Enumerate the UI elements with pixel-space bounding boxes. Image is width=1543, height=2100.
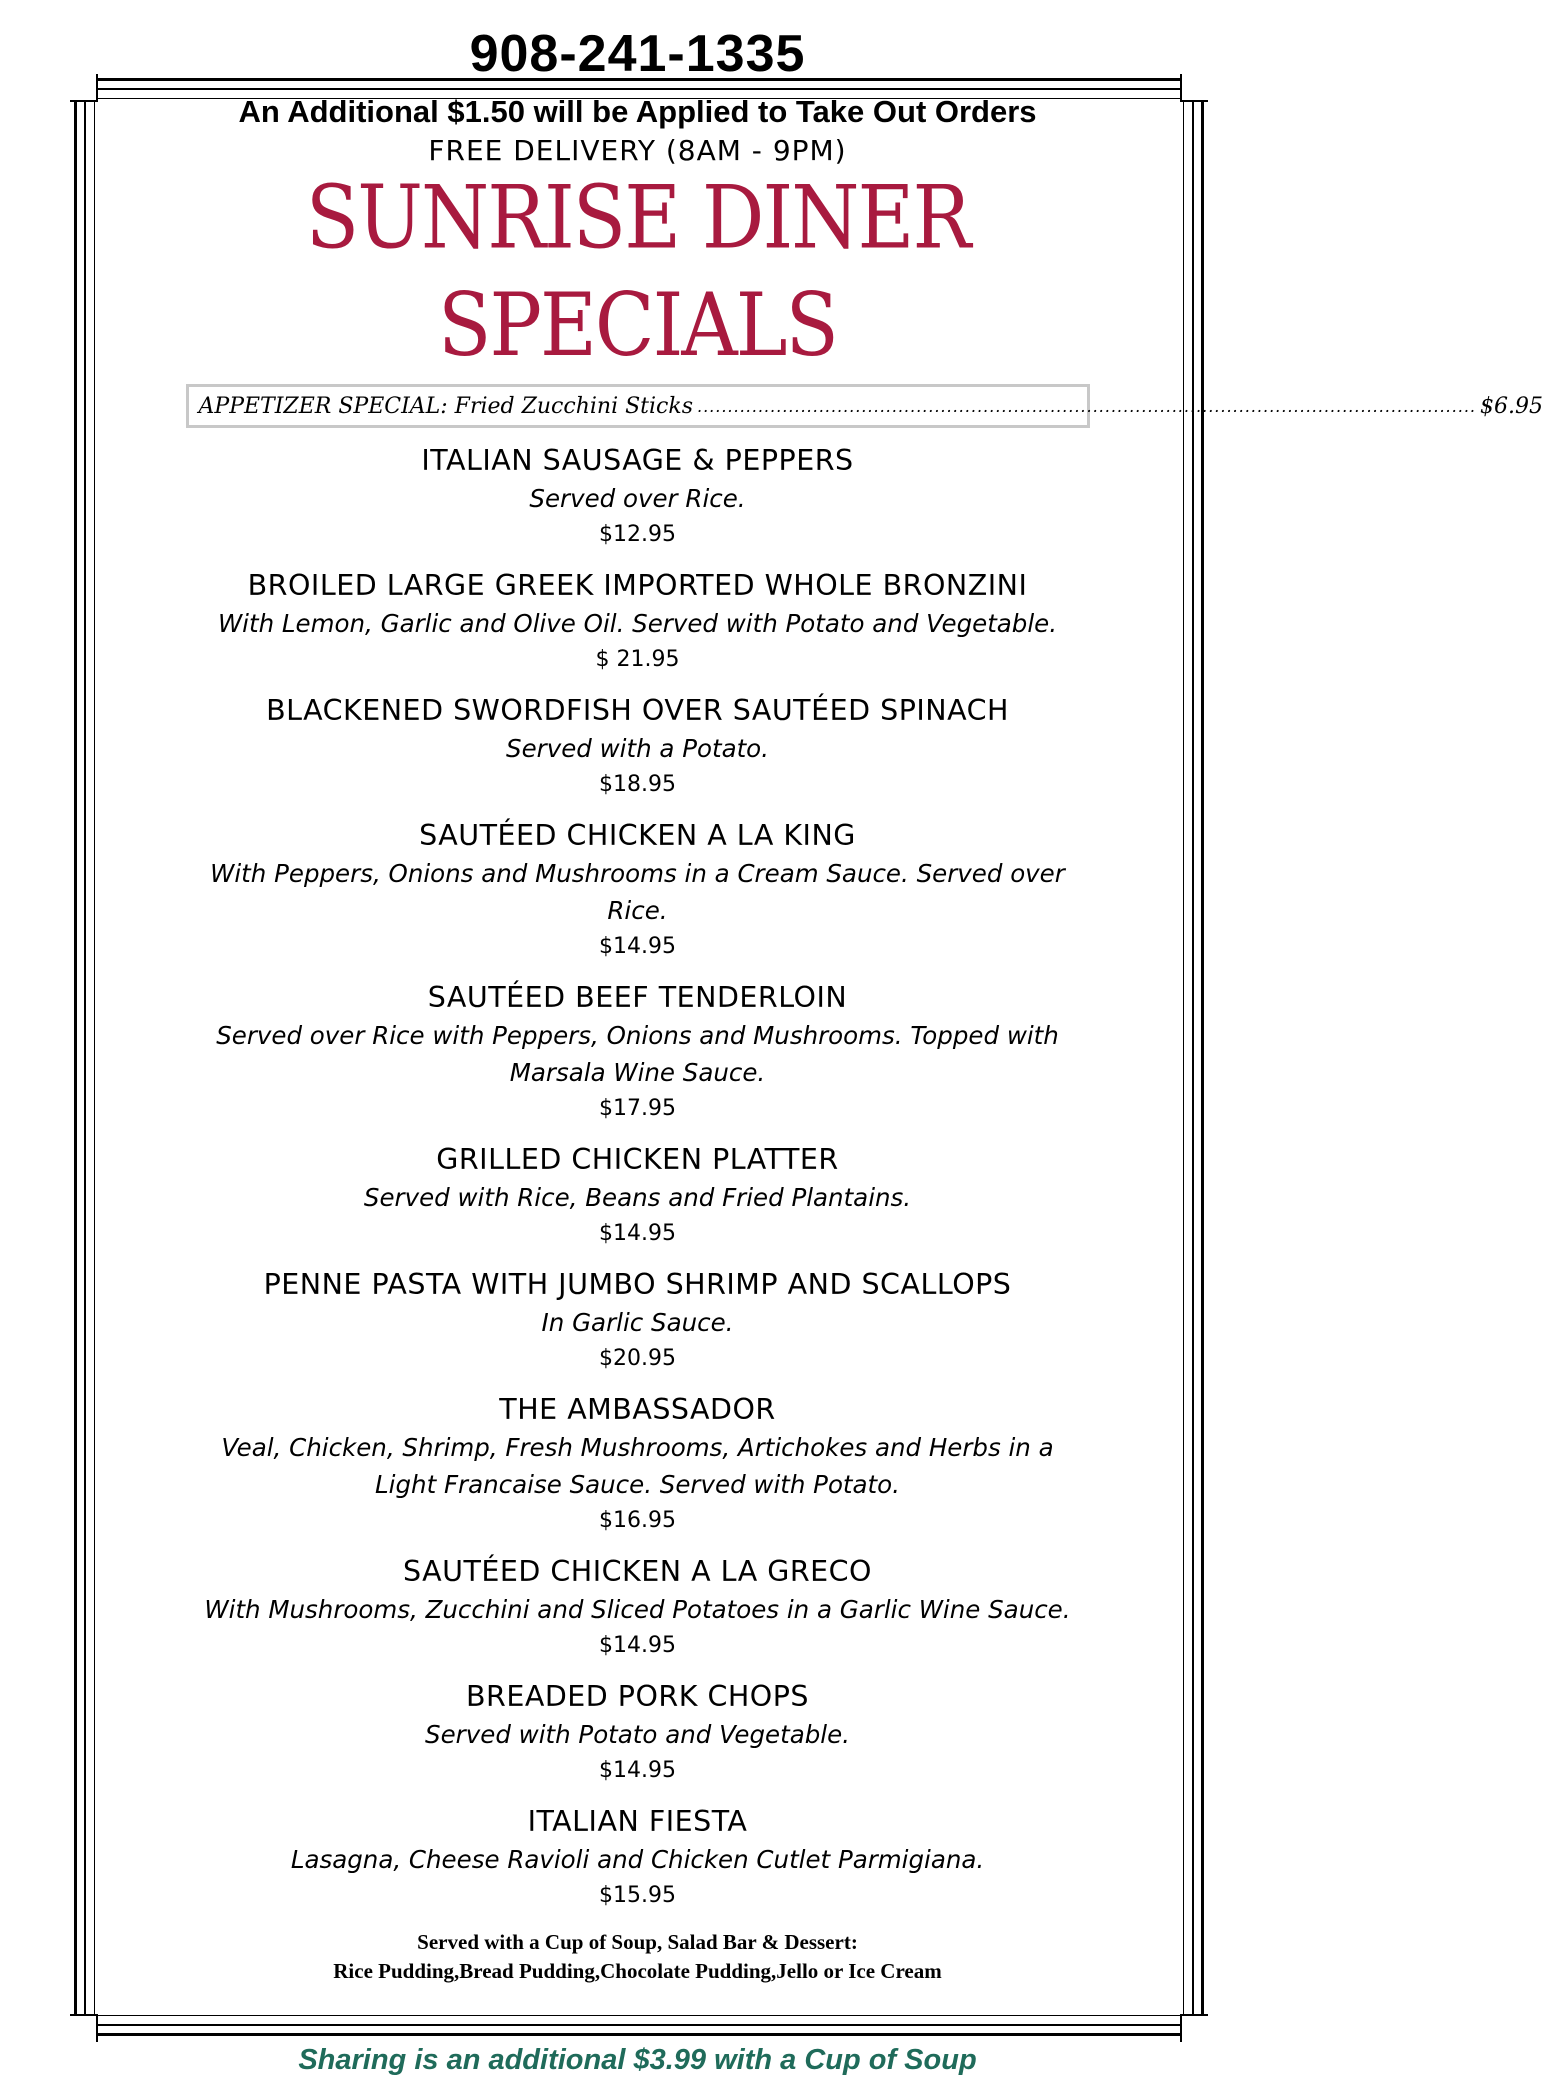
menu-item-name: PENNE PASTA WITH JUMBO SHRIMP AND SCALLOPS [263, 1268, 1012, 1301]
menu-item-description: With Lemon, Garlic and Olive Oil. Served with Potato and Vegetable. [217, 609, 1058, 638]
menu-item-name: SAUTÉED BEEF TENDERLOIN [427, 981, 848, 1014]
menu-item-price: $14.95 [599, 1221, 676, 1246]
frame-corner-notch [70, 74, 98, 102]
menu-item-name: ITALIAN FIESTA [527, 1805, 748, 1838]
frame-corner-notch [70, 2014, 98, 2042]
menu-item-description: Served over Rice with Peppers, Onions and Mushrooms. Topped with Marsala Wine Sauce. [216, 1021, 1059, 1087]
menu-item [100, 1391, 1175, 1539]
menu-content [100, 90, 1543, 1986]
menu-item-name: THE AMBASSADOR [499, 1393, 776, 1426]
menu-item-price: $17.95 [599, 1096, 676, 1121]
menu-item-name: SAUTÉED CHICKEN A LA KING [419, 819, 856, 852]
served-with-line-2: Rice Pudding,Bread Pudding,Chocolate Pudding,Jello or Ice Cream [333, 1959, 942, 1983]
appetizer-special-box [186, 384, 1543, 428]
menu-item [100, 1266, 1175, 1377]
menu-item-description: In Garlic Sauce. [541, 1308, 734, 1337]
menu-item-description: Served with Potato and Vegetable. [425, 1720, 850, 1749]
menu-item [100, 1803, 1175, 1914]
menu-item [100, 1678, 1175, 1789]
menu-item-price: $12.95 [599, 522, 676, 547]
menu-item-description: Served with Rice, Beans and Fried Plantains. [363, 1183, 912, 1212]
frame-corner-notch [1180, 2014, 1208, 2042]
delivery-notice: FREE DELIVERY (8AM - 9PM) [428, 134, 847, 167]
menu-item-price: $14.95 [599, 934, 676, 959]
menu-item [100, 1553, 1175, 1664]
menu-item-name: BROILED LARGE GREEK IMPORTED WHOLE BRONZINI [247, 569, 1028, 602]
menu-item-description: Served with a Potato. [506, 734, 769, 763]
menu-item [100, 1141, 1175, 1252]
menu-item-name: BREADED PORK CHOPS [465, 1680, 810, 1713]
menu-item-name: SAUTÉED CHICKEN A LA GRECO [403, 1555, 872, 1588]
appetizer-price: $6.95 [1479, 393, 1543, 419]
menu-item-price: $ 21.95 [595, 647, 680, 672]
menu-item-price: $18.95 [599, 772, 676, 797]
takeout-notice: An Additional $1.50 will be Applied to Take Out Orders [238, 94, 1037, 129]
menu-item [100, 692, 1175, 803]
menu-item-description: Veal, Chicken, Shrimp, Fresh Mushrooms, Artichokes and Herbs in a Light Francaise Sauce. Served with Potato. [221, 1433, 1054, 1499]
menu-item-price: $14.95 [599, 1758, 676, 1783]
menu-item-description: Served over Rice. [529, 484, 746, 513]
menu-item-description: Lasagna, Cheese Ravioli and Chicken Cutlet Parmigiana. [290, 1845, 985, 1874]
menu-item [100, 817, 1175, 965]
sharing-note: Sharing is an additional $3.99 with a Cup of Soup [298, 2044, 977, 2076]
served-with-line-1: Served with a Cup of Soup, Salad Bar & Dessert: [417, 1930, 858, 1954]
phone-number: 908-241-1335 [469, 25, 806, 83]
menu-item [100, 979, 1175, 1127]
leader-dots: ................................................................................................................................ [696, 396, 1476, 416]
menu-item-description: With Mushrooms, Zucchini and Sliced Potatoes in a Garlic Wine Sauce. [204, 1595, 1071, 1624]
menu-item-price: $15.95 [599, 1883, 676, 1908]
frame-corner-notch [1180, 74, 1208, 102]
menu-item-price: $14.95 [599, 1633, 676, 1658]
menu-item-price: $20.95 [599, 1346, 676, 1371]
menu-item-name: GRILLED CHICKEN PLATTER [436, 1143, 839, 1176]
appetizer-label: APPETIZER SPECIAL: Fried Zucchini Sticks [198, 393, 693, 419]
menu-item-description: With Peppers, Onions and Mushrooms in a Cream Sauce. Served over Rice. [210, 859, 1065, 925]
menu-item [100, 567, 1175, 678]
menu-title: SUNRISE DINER SPECIALS [305, 167, 970, 377]
menu-item-name: BLACKENED SWORDFISH OVER SAUTÉED SPINACH [266, 694, 1009, 727]
specials-list [100, 442, 1175, 1914]
menu-item-name: ITALIAN SAUSAGE & PEPPERS [421, 444, 854, 477]
menu-item-price: $16.95 [599, 1508, 676, 1533]
menu-item [100, 442, 1175, 553]
